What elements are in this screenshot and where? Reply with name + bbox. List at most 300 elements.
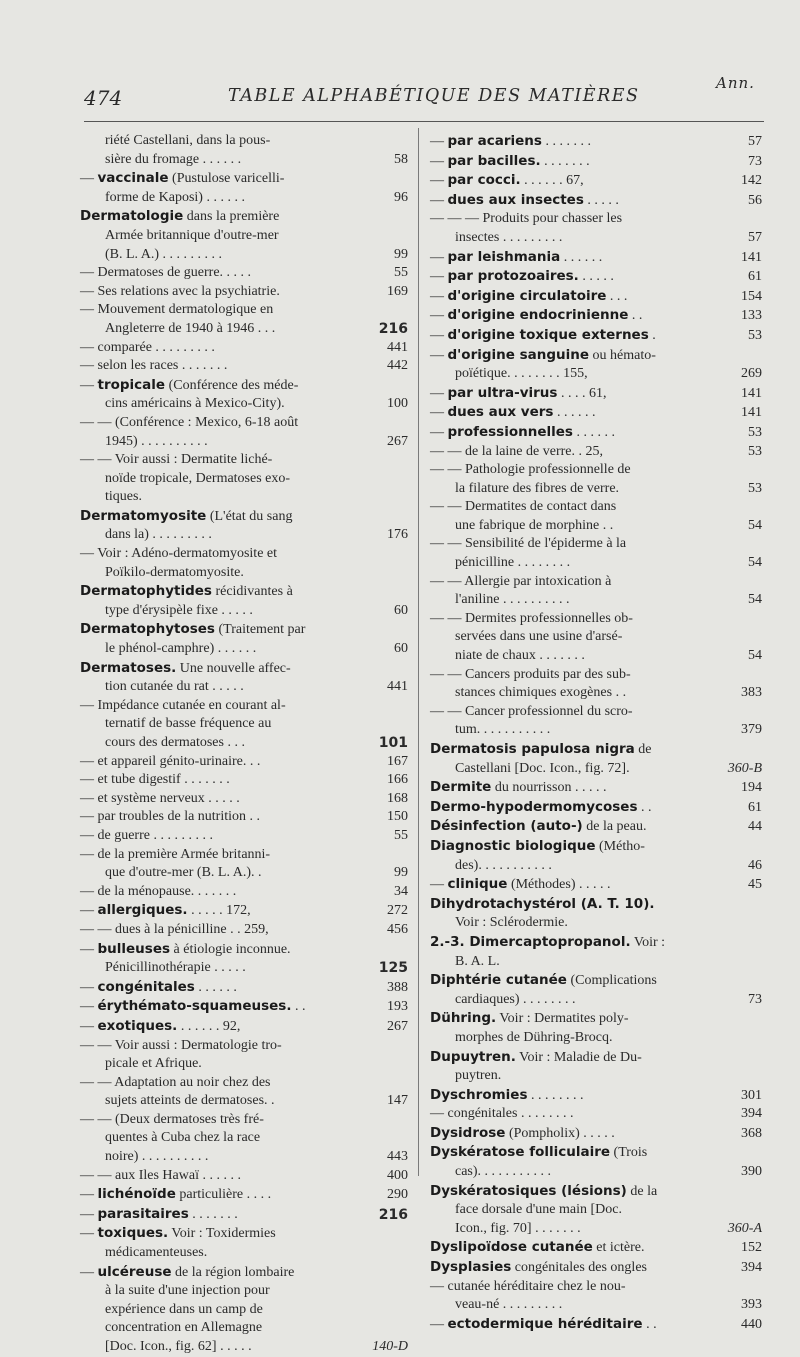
index-keyword: lichénoïde (97, 1186, 176, 1203)
entry-line: Dermatophytoses (Traitement par (80, 621, 306, 638)
entry-line: — érythémato-squameuses. . . (80, 998, 306, 1015)
entry-line: — — Pathologie professionnelle de (430, 462, 631, 478)
index-entry (430, 306, 762, 326)
page-reference: 141 (741, 249, 762, 265)
index-keyword: d'origine circulatoire (447, 287, 607, 304)
entry-line: 2.-3. Dimercaptopropanol. Voir : (430, 933, 666, 950)
entry-line: — — — Produits pour chasser les (430, 211, 623, 227)
index-keyword: Dyskératosiques (lésions) (430, 1182, 627, 1199)
page-number: 474 (84, 86, 123, 110)
entry-line: Dysplasies congénitales des ongles (430, 1259, 647, 1276)
index-entry (80, 997, 408, 1017)
entry-line: — congénitales . . . . . . . . (430, 1106, 574, 1122)
entry-line: — clinique (Méthodes) . . . . . (430, 876, 611, 893)
index-entry (80, 827, 408, 846)
entry-line: veau-né . . . . . . . . . (455, 1297, 563, 1313)
entry-line: — Dermatoses de guerre. . . . . (80, 265, 252, 281)
index-entry (80, 169, 408, 207)
left-column (80, 132, 408, 1357)
index-entry (430, 666, 762, 703)
index-entry (430, 248, 762, 268)
index-keyword: Dysplasies (430, 1259, 512, 1276)
entry-line: forme de Kaposi) . . . . . . (105, 189, 245, 205)
index-entry (430, 326, 762, 346)
index-entry (80, 264, 408, 283)
page-reference: 150 (387, 809, 408, 825)
entry-line: — par bacilles. . . . . . . . (430, 152, 590, 169)
index-entry (80, 620, 408, 658)
entry-line: que d'outre-mer (B. L. A.). . (105, 865, 262, 881)
entry-line: riété Castellani, dans la pous- (105, 133, 271, 148)
index-keyword: Dyschromies (430, 1086, 528, 1103)
entry-line: — selon les races . . . . . . . (80, 358, 228, 374)
entry-line: sujets atteints de dermatoses. . (105, 1093, 275, 1109)
page-reference: 269 (741, 366, 762, 382)
index-keyword: ectodermique héréditaire (447, 1315, 643, 1332)
index-keyword: congénitales (97, 978, 195, 995)
page-reference: 400 (387, 1167, 408, 1183)
entry-line: Dupuytren. Voir : Maladie de Du- (430, 1048, 642, 1065)
entry-line: — bulleuses à étiologie inconnue. (80, 940, 291, 957)
page-reference: 441 (387, 339, 408, 355)
index-entry (80, 901, 408, 921)
page-reference: 61 (748, 269, 762, 285)
entry-line: Diagnostic biologique (Métho- (430, 837, 645, 854)
index-keyword: par acariens (447, 133, 542, 149)
page-reference: 99 (394, 246, 408, 262)
entry-line: — d'origine toxique externes . (430, 326, 656, 343)
entry-line: — — (Conférence : Mexico, 6-18 août (80, 414, 299, 430)
entry-line: cas). . . . . . . . . . . (455, 1164, 552, 1180)
entry-line: Armée britannique d'outre-mer (105, 227, 279, 243)
entry-line: — — Voir aussi : Dermatite liché- (80, 452, 273, 468)
page-reference: 394 (741, 1260, 762, 1276)
entry-line: Diphtérie cutanée (Complications (430, 972, 657, 989)
page-reference: 54 (748, 648, 762, 664)
page-reference: 147 (387, 1093, 408, 1109)
entry-line: dans la) . . . . . . . . . (105, 527, 212, 543)
index-keyword: dues aux vers (447, 404, 554, 421)
page-reference: 73 (748, 991, 762, 1007)
index-entry (430, 1238, 762, 1258)
page-reference: 272 (387, 903, 408, 919)
index-entry (430, 443, 762, 462)
entry-line: cours des dermatoses . . . (105, 735, 245, 750)
index-entry (80, 940, 408, 978)
page-reference: 216 (378, 320, 408, 337)
entry-line: B. A. L. (455, 953, 500, 969)
index-keyword: Désinfection (auto-) (430, 818, 583, 835)
index-entry (80, 883, 408, 902)
index-entry (430, 461, 762, 498)
entry-line: — cutanée héréditaire chez le nou- (430, 1278, 626, 1294)
index-entry (80, 790, 408, 809)
entry-line: — par cocci. . . . . . . 67, (430, 172, 584, 189)
entry-line: 1945) . . . . . . . . . . (105, 433, 208, 449)
entry-line: — Voir : Adéno-dermatomyosite et (80, 546, 278, 562)
entry-line: — par leishmania . . . . . . (430, 248, 603, 265)
page-reference: 45 (748, 877, 762, 893)
entry-line: face dorsale d'une main [Doc. (455, 1202, 622, 1218)
page-reference: 57 (748, 134, 762, 149)
entry-line: Pénicillinothérapie . . . . . (105, 960, 246, 976)
index-keyword: par cocci. (447, 172, 521, 189)
index-keyword: parasitaires (97, 1205, 189, 1222)
entry-line: Poïkilo-dermatomyosite. (105, 564, 244, 580)
index-keyword: Dupuytren. (430, 1048, 516, 1065)
page-reference: 53 (748, 443, 762, 459)
entry-line: quentes à Cuba chez la race (105, 1130, 261, 1146)
page-reference: 141 (741, 385, 762, 401)
running-title: TABLE ALPHABÉTIQUE DES MATIÈRES (228, 86, 640, 106)
index-keyword: Dihydrotachystérol (A. T. 10). (430, 895, 655, 912)
index-entry (430, 1143, 762, 1181)
right-column (430, 132, 762, 1334)
index-entry (430, 798, 762, 818)
entry-line: — — Allergie par intoxication à (430, 573, 612, 589)
page-reference: 54 (748, 517, 762, 533)
page-reference: 267 (387, 433, 408, 449)
index-entry (430, 1105, 762, 1124)
index-entry (430, 287, 762, 307)
page-reference: 99 (394, 865, 408, 881)
entry-line: — — Voir aussi : Dermatologie tro- (80, 1037, 282, 1053)
entry-line: Dermatomyosite (L'état du sang (80, 507, 293, 524)
page-reference: 440 (741, 1316, 762, 1332)
entry-line: — — Sensibilité de l'épiderme à la (430, 536, 627, 552)
page-reference: 167 (387, 753, 408, 769)
page-reference: 388 (387, 979, 408, 995)
index-entry (430, 895, 762, 933)
entry-line: — — Adaptation au noir chez des (80, 1074, 271, 1090)
index-entry (80, 1167, 408, 1186)
entry-line: à la suite d'une injection pour (105, 1283, 270, 1299)
entry-line: — — (Deux dermatoses très fré- (80, 1111, 264, 1127)
index-entry (80, 978, 408, 998)
index-entry (80, 283, 408, 302)
index-entry (430, 740, 762, 778)
entry-line: la filature des fibres de verre. (455, 480, 620, 496)
page-reference: 54 (748, 592, 762, 608)
index-keyword: d'origine sanguine (447, 346, 590, 363)
page-reference: 456 (387, 921, 408, 937)
entry-line: une fabrique de morphine . . (455, 517, 614, 533)
entry-line: Désinfection (auto-) de la peau. (430, 818, 647, 835)
entry-line: tum. . . . . . . . . . . (455, 722, 551, 738)
entry-line: — — Cancers produits par des sub- (430, 666, 631, 682)
index-entry (430, 610, 762, 666)
index-keyword: professionnelles (447, 423, 573, 440)
index-entry (80, 507, 408, 545)
entry-line: — Ses relations avec la psychiatrie. (80, 283, 280, 299)
entry-line: — par ultra-virus . . . . 61, (430, 384, 607, 401)
entry-line: médicamenteuses. (105, 1245, 208, 1261)
page-reference: 394 (741, 1106, 762, 1122)
page-reference: 57 (748, 229, 762, 245)
index-keyword: Dermatophytoses (80, 621, 215, 638)
page-reference: 193 (387, 999, 408, 1015)
entry-line: Dermite du nourrisson . . . . . (430, 779, 607, 796)
entry-line: — d'origine circulatoire . . . (430, 287, 628, 304)
entry-line: — Impédance cutanée en courant al- (80, 697, 286, 713)
page-reference: 360-A (727, 1220, 762, 1236)
entry-line: — de la première Armée britanni- (80, 846, 271, 862)
index-entry (80, 771, 408, 790)
index-entry (430, 837, 762, 875)
page-reference: 152 (741, 1240, 762, 1256)
entry-line: — de guerre . . . . . . . . . (80, 827, 213, 843)
entry-line: — — dues à la pénicilline . . 259, (80, 921, 269, 937)
header-rule (84, 121, 764, 122)
page-reference: 368 (741, 1125, 762, 1141)
index-keyword: ulcéreuse (97, 1263, 172, 1280)
entry-line: Dyskératosiques (lésions) de la (430, 1182, 658, 1199)
index-entry (430, 933, 762, 971)
index-entry (430, 1182, 762, 1239)
entry-line: — allergiques. . . . . . 172, (80, 902, 251, 919)
page-reference: 142 (741, 173, 762, 189)
index-keyword: Dermatophytides (80, 583, 212, 600)
index-entry (80, 357, 408, 376)
entry-line: ternatif de basse fréquence au (105, 716, 272, 732)
page-reference: 379 (741, 722, 762, 738)
page-reference: 194 (741, 780, 762, 796)
entry-line: — ectodermique héréditaire . . (430, 1315, 657, 1332)
index-entry (430, 971, 762, 1009)
index-entry (430, 171, 762, 191)
entry-line: Dyskératose folliculaire (Trois (430, 1144, 648, 1161)
entry-line: tion cutanée du rat . . . . . (105, 679, 244, 695)
page-reference: 60 (394, 602, 408, 618)
page-reference: 46 (748, 857, 762, 873)
index-keyword: par ultra-virus (447, 384, 558, 401)
page-reference: 58 (394, 151, 408, 167)
page-reference: 441 (387, 679, 408, 695)
index-keyword: 2.-3. Dimercaptopropanol. (430, 933, 631, 950)
entry-line: — — de la laine de verre. . 25, (430, 443, 603, 459)
index-keyword: Diphtérie cutanée (430, 972, 567, 989)
entry-line: Dermatoses. Une nouvelle affec- (80, 659, 291, 676)
page-reference: 133 (741, 308, 762, 324)
index-entry (80, 846, 408, 883)
entry-line: Angleterre de 1940 à 1946 . . . (105, 320, 276, 336)
entry-line: Dermatophytides récidivantes à (80, 583, 293, 600)
index-keyword: par bacilles. (447, 152, 541, 169)
index-keyword: d'origine toxique externes (447, 326, 649, 343)
index-entry (80, 1074, 408, 1111)
entry-line: — vaccinale (Pustulose varicelli- (80, 170, 285, 187)
page-reference: 140-D (372, 1339, 408, 1354)
entry-line: — d'origine endocrinienne . . (430, 307, 643, 324)
page-reference: 267 (387, 1018, 408, 1034)
index-keyword: d'origine endocrinienne (447, 307, 629, 324)
index-entry (430, 132, 762, 152)
index-keyword: Dermo-hypodermomycoses (430, 798, 638, 815)
entry-line: — — aux Iles Hawaï . . . . . . (80, 1167, 241, 1183)
entry-line: — professionnelles . . . . . . (430, 423, 615, 440)
page-reference: 101 (378, 735, 408, 751)
index-entry (80, 697, 408, 753)
index-keyword: clinique (447, 876, 508, 893)
index-keyword: Dysidrose (430, 1124, 506, 1141)
index-entry (430, 1009, 762, 1047)
index-keyword: Dühring. (430, 1010, 497, 1027)
page-reference: 34 (394, 883, 408, 899)
entry-line: stances chimiques exogènes . . (455, 685, 627, 701)
page-reference: 166 (387, 772, 408, 788)
page-reference: 96 (394, 189, 408, 205)
page-reference: 44 (748, 819, 762, 835)
index-entry (80, 1111, 408, 1167)
index-entry (430, 573, 762, 610)
index-entry (430, 778, 762, 798)
page-reference: 360-B (727, 760, 762, 776)
index-entry (80, 582, 408, 620)
page-reference: 141 (741, 405, 762, 421)
column-divider (418, 128, 419, 1176)
page-reference: 393 (741, 1297, 762, 1313)
index-entry (430, 535, 762, 572)
page-reference: 290 (387, 1187, 408, 1203)
index-entry (80, 808, 408, 827)
index-keyword: Dyskératose folliculaire (430, 1144, 611, 1161)
index-keyword: allergiques. (97, 902, 188, 919)
index-entry (430, 267, 762, 287)
index-entry (80, 1263, 408, 1357)
page-reference: 55 (394, 827, 408, 843)
page-reference: 56 (748, 192, 762, 208)
index-entry (80, 545, 408, 582)
index-entry (80, 1205, 408, 1225)
page-reference: 54 (748, 555, 762, 571)
entry-line: picale et Afrique. (105, 1056, 202, 1072)
index-entry (430, 346, 762, 384)
index-keyword: exotiques. (97, 1017, 178, 1034)
entry-line: Dyschromies . . . . . . . . (430, 1086, 584, 1103)
page-reference: 154 (741, 288, 762, 304)
entry-line: — ulcéreuse de la région lombaire (80, 1263, 295, 1280)
entry-line: expérience dans un camp de (105, 1301, 263, 1317)
index-entry (80, 132, 408, 169)
index-keyword: Dermatoses. (80, 659, 177, 676)
entry-line: — Mouvement dermatologique en (80, 302, 274, 318)
index-keyword: Dermatomyosite (80, 507, 207, 524)
entry-line: — dues aux vers . . . . . . (430, 404, 596, 421)
entry-line: — — Dermites professionnelles ob- (430, 610, 633, 626)
index-keyword: Dermite (430, 779, 492, 796)
index-keyword: vaccinale (97, 170, 169, 187)
entry-line: (B. L. A.) . . . . . . . . . (105, 246, 223, 262)
index-keyword: par protozoaires. (447, 268, 579, 285)
entry-line: pénicilline . . . . . . . . (455, 555, 571, 571)
entry-line: — dues aux insectes . . . . . (430, 191, 619, 208)
entry-line: — tropicale (Conférence des méde- (80, 376, 299, 393)
index-entry (80, 1037, 408, 1074)
page-reference: 443 (387, 1149, 408, 1165)
page-reference: 125 (378, 960, 408, 977)
index-keyword: bulleuses (97, 940, 171, 957)
entry-line: — et système nerveux . . . . . (80, 790, 240, 806)
index-entry (430, 403, 762, 423)
entry-line: poïétique. . . . . . . . 155, (455, 366, 588, 382)
entry-line: servées dans une usine d'arsé- (455, 629, 623, 645)
index-keyword: tropicale (97, 376, 166, 393)
entry-line: type d'érysipèle fixe . . . . . (105, 602, 253, 618)
index-entry (430, 1258, 762, 1278)
entry-line: des). . . . . . . . . . . (455, 857, 552, 873)
index-entry (80, 1224, 408, 1262)
index-entry (430, 875, 762, 895)
index-entry (80, 414, 408, 451)
index-entry (430, 423, 762, 443)
entry-line: — par acariens . . . . . . . (430, 133, 591, 149)
entry-line: Voir : Sclérodermie. (455, 915, 568, 931)
page-reference: 442 (387, 358, 408, 374)
index-entry (80, 659, 408, 697)
entry-line: cins américains à Mexico-City). (105, 396, 285, 412)
entry-line: — comparée . . . . . . . . . (80, 339, 215, 355)
index-entry (80, 921, 408, 940)
index-keyword: Dermatologie (80, 208, 184, 225)
index-entry (430, 817, 762, 837)
entry-line: puytren. (455, 1068, 502, 1084)
index-entry (430, 498, 762, 535)
index-keyword: érythémato-squameuses. (97, 998, 292, 1015)
entry-line: — par protozoaires. . . . . . (430, 268, 614, 285)
index-keyword: Dermatosis papulosa nigra (430, 741, 635, 757)
index-entry (80, 451, 408, 507)
page-reference: 100 (387, 396, 408, 412)
index-entry (430, 210, 762, 247)
entry-line: Dermatosis papulosa nigra de (430, 741, 652, 757)
page-reference: 53 (748, 480, 762, 496)
entry-line: — et appareil génito-urinaire. . . (80, 753, 261, 769)
index-entry (80, 1185, 408, 1205)
index-keyword: toxiques. (97, 1225, 169, 1242)
entry-line: Dühring. Voir : Dermatites poly- (430, 1010, 629, 1027)
index-keyword: Diagnostic biologique (430, 837, 596, 854)
entry-line: — de la ménopause. . . . . . . (80, 883, 237, 899)
page-reference: 169 (387, 283, 408, 299)
entry-line: cardiaques) . . . . . . . . (455, 991, 576, 1007)
page-reference: 176 (387, 527, 408, 543)
page-reference: 55 (394, 265, 408, 281)
entry-line: — toxiques. Voir : Toxidermies (80, 1225, 276, 1242)
entry-line: niate de chaux . . . . . . . (455, 648, 585, 664)
entry-line: — d'origine sanguine ou hémato- (430, 346, 656, 363)
index-entry (80, 1017, 408, 1037)
entry-line: tiques. (105, 489, 142, 505)
index-keyword: dues aux insectes (447, 191, 584, 208)
entry-line: Castellani [Doc. Icon., fig. 72]. (455, 760, 630, 776)
entry-line: — exotiques. . . . . . . 92, (80, 1017, 241, 1034)
page-reference: 216 (378, 1206, 408, 1223)
page-reference: 390 (741, 1164, 762, 1180)
page-reference: 383 (741, 685, 762, 701)
index-entry (430, 191, 762, 211)
entry-line: l'aniline . . . . . . . . . . (455, 592, 570, 608)
entry-line: le phénol-camphre) . . . . . . (105, 641, 257, 657)
entry-line: noire) . . . . . . . . . . (105, 1149, 209, 1165)
index-entry (80, 301, 408, 338)
index-entry (430, 152, 762, 172)
entry-line: — — Dermatites de contact dans (430, 499, 617, 515)
index-keyword: par leishmania (447, 248, 561, 265)
entry-line: — — Cancer professionnel du scro- (430, 703, 633, 719)
index-entry (80, 339, 408, 358)
page-reference: 73 (748, 153, 762, 169)
entry-line (430, 895, 762, 915)
